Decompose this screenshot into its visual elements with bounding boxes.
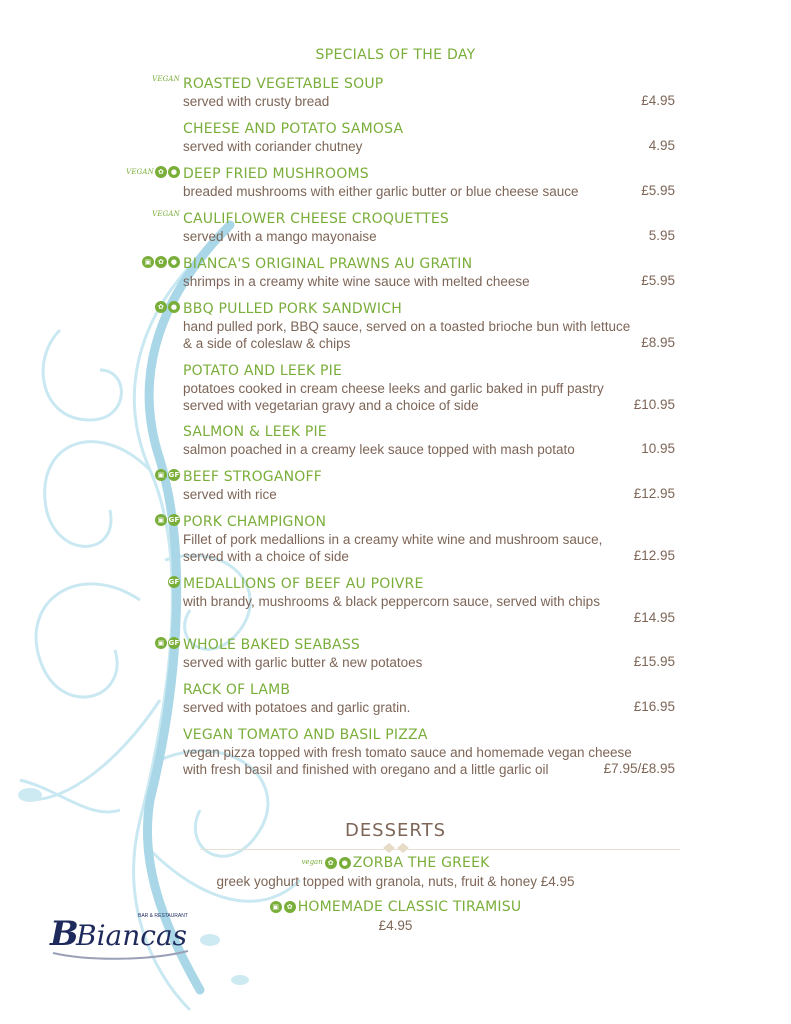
gluten-free-icon: GF [168,516,180,524]
item-description: served with rice [183,487,277,502]
vegan-icon: vegan [301,858,323,866]
item-name: BEEF STROGANOFF ▣ GF [183,468,675,486]
item-name: POTATO AND LEEK PIE [183,363,343,379]
item-price: 5.95 [648,228,675,243]
item-name: CAULIFLOWER CHEESE CROQUETTES VEGAN [152,210,449,227]
dessert-item [0,851,791,890]
dietary-icons [168,576,180,588]
item-description: salmon poached in a creamy leek sauce topped with mash potato [183,442,575,457]
nut-free-icon: ✿ [155,166,167,178]
item-description: served with coriander chutney [183,139,363,154]
divider [200,849,680,850]
vegan-icon: VEGAN [152,75,180,83]
dietary-icons [126,166,180,178]
menu-item [157,300,675,352]
gluten-free-icon: GF [168,471,180,479]
dietary-icons [155,637,180,649]
dietary-icons [155,301,180,313]
menu-item [152,210,675,245]
item-description: potatoes cooked in cream cheese leeks and garlic baked in puff pastry [183,381,604,396]
menu-item [144,255,675,290]
dietary-icons [152,76,180,83]
vegan-icon: VEGAN [152,210,180,218]
dairy-icon: ▣ [270,901,282,913]
menu-item [183,726,675,778]
menu-item [157,468,675,503]
nut-free-icon: ✿ [284,901,296,913]
dairy-icon: ▣ [142,256,154,268]
item-price: £4.95 [641,93,675,108]
item-price: £16.95 [633,699,675,714]
item-price: 4.95 [648,138,675,153]
item-name: BIANCA'S ORIGINAL PRAWNS AU GRATIN ▣ ✿ ● [183,255,675,273]
item-name: PORK CHAMPIGNON ▣ GF [183,513,675,531]
item-price: £7.95/£8.95 [603,761,675,776]
dietary-icons [152,211,180,218]
svg-text:B: B [50,914,79,954]
item-name: MEDALLIONS OF BEEF AU POIVRE GF [168,576,424,592]
menu-item [157,636,675,671]
item-description: breaded mushrooms with either garlic butter or blue cheese sauce [183,184,579,199]
item-description: served with garlic butter & new potatoes [183,655,423,670]
item-description: vegan pizza topped with fresh tomato sauce and homemade vegan cheese [183,745,632,760]
item-price: £12.95 [633,486,675,501]
item-name: CHEESE AND POTATO SAMOSA [183,121,404,137]
dairy-icon: ▣ [155,637,167,649]
item-description: served with vegetarian gravy and a choice of side [183,398,479,413]
item-name: RACK OF LAMB [183,682,291,698]
nut-free-icon: ✿ [155,301,167,313]
item-price: £15.95 [633,654,675,669]
biancas-logo [48,905,198,965]
item-price: £12.95 [633,548,675,563]
item-name: BBQ PULLED PORK SANDWICH ✿ ● [183,300,675,318]
nut-free-icon: ✿ [155,256,167,268]
dessert-name: HOMEMADE CLASSIC TIRAMISU [297,899,522,915]
nut-free-icon: ✿ [325,857,337,869]
item-description [183,610,675,627]
egg-free-icon: ● [168,301,180,313]
egg-free-icon: ● [339,857,351,869]
menu-item [183,423,675,458]
item-price: £5.95 [641,273,675,288]
item-description: shrimps in a creamy white wine sauce with melted cheese [183,274,530,289]
menu-item [168,575,675,627]
dessert-desc: greek yoghurt topped with granola, nuts, fruit & honey £4.95 [216,873,575,889]
dietary-icons [155,469,180,481]
dietary-icons [155,514,180,526]
item-name: WHOLE BAKED SEABASS ▣ GF [183,636,675,654]
logo-tagline: BAR & RESTAURANT [138,913,188,919]
dessert-desc: £4.95 [378,918,413,933]
item-description: served with potatoes and garlic gratin. [183,700,411,715]
dairy-icon: ▣ [155,469,167,481]
menu-item [183,120,675,155]
item-description: served with crusty bread [183,94,330,109]
menu-item [157,513,675,565]
menu-item [183,681,675,716]
specials-title: SPECIALS OF THE DAY [315,47,476,63]
menu-item [152,75,675,110]
menu-item [183,362,675,414]
item-price: £14.95 [633,610,675,625]
item-name: SALMON & LEEK PIE [183,424,327,440]
egg-free-icon: ● [168,166,180,178]
item-description: with brandy, mushrooms & black peppercorn sauce, served with chips [183,594,600,609]
dessert-name: ZORBA THE GREEK [352,854,490,871]
item-description: Fillet of pork medallions in a creamy white wine and mushroom sauce, [183,532,603,547]
item-price: £10.95 [633,397,675,412]
gluten-free-icon: GF [168,578,180,586]
item-name: ROASTED VEGETABLE SOUP VEGAN [152,75,384,92]
item-name: DEEP FRIED MUSHROOMS VEGAN ✿ ● [126,166,369,182]
item-description: hand pulled pork, BBQ sauce, served on a toasted brioche bun with lettuce [183,319,631,334]
item-description: served with a choice of side [183,549,349,564]
egg-free-icon: ● [168,256,180,268]
item-price: 10.95 [641,441,675,456]
dairy-icon: ▣ [155,514,167,526]
item-name: VEGAN TOMATO AND BASIL PIZZA [183,727,428,743]
item-description: with fresh basil and finished with oregano and a little garlic oil [183,762,549,777]
desserts-title: DESSERTS [344,820,447,841]
vegan-icon: VEGAN [126,167,154,176]
item-price: £8.95 [641,335,675,350]
dietary-icons [142,256,180,268]
gluten-free-icon: GF [168,639,180,647]
item-price: £5.95 [641,183,675,198]
logo-brand: Biancas [76,919,188,952]
menu-item [126,165,675,200]
item-description: & a side of coleslaw & chips [183,336,351,351]
item-description: served with a mango mayonaise [183,229,377,244]
